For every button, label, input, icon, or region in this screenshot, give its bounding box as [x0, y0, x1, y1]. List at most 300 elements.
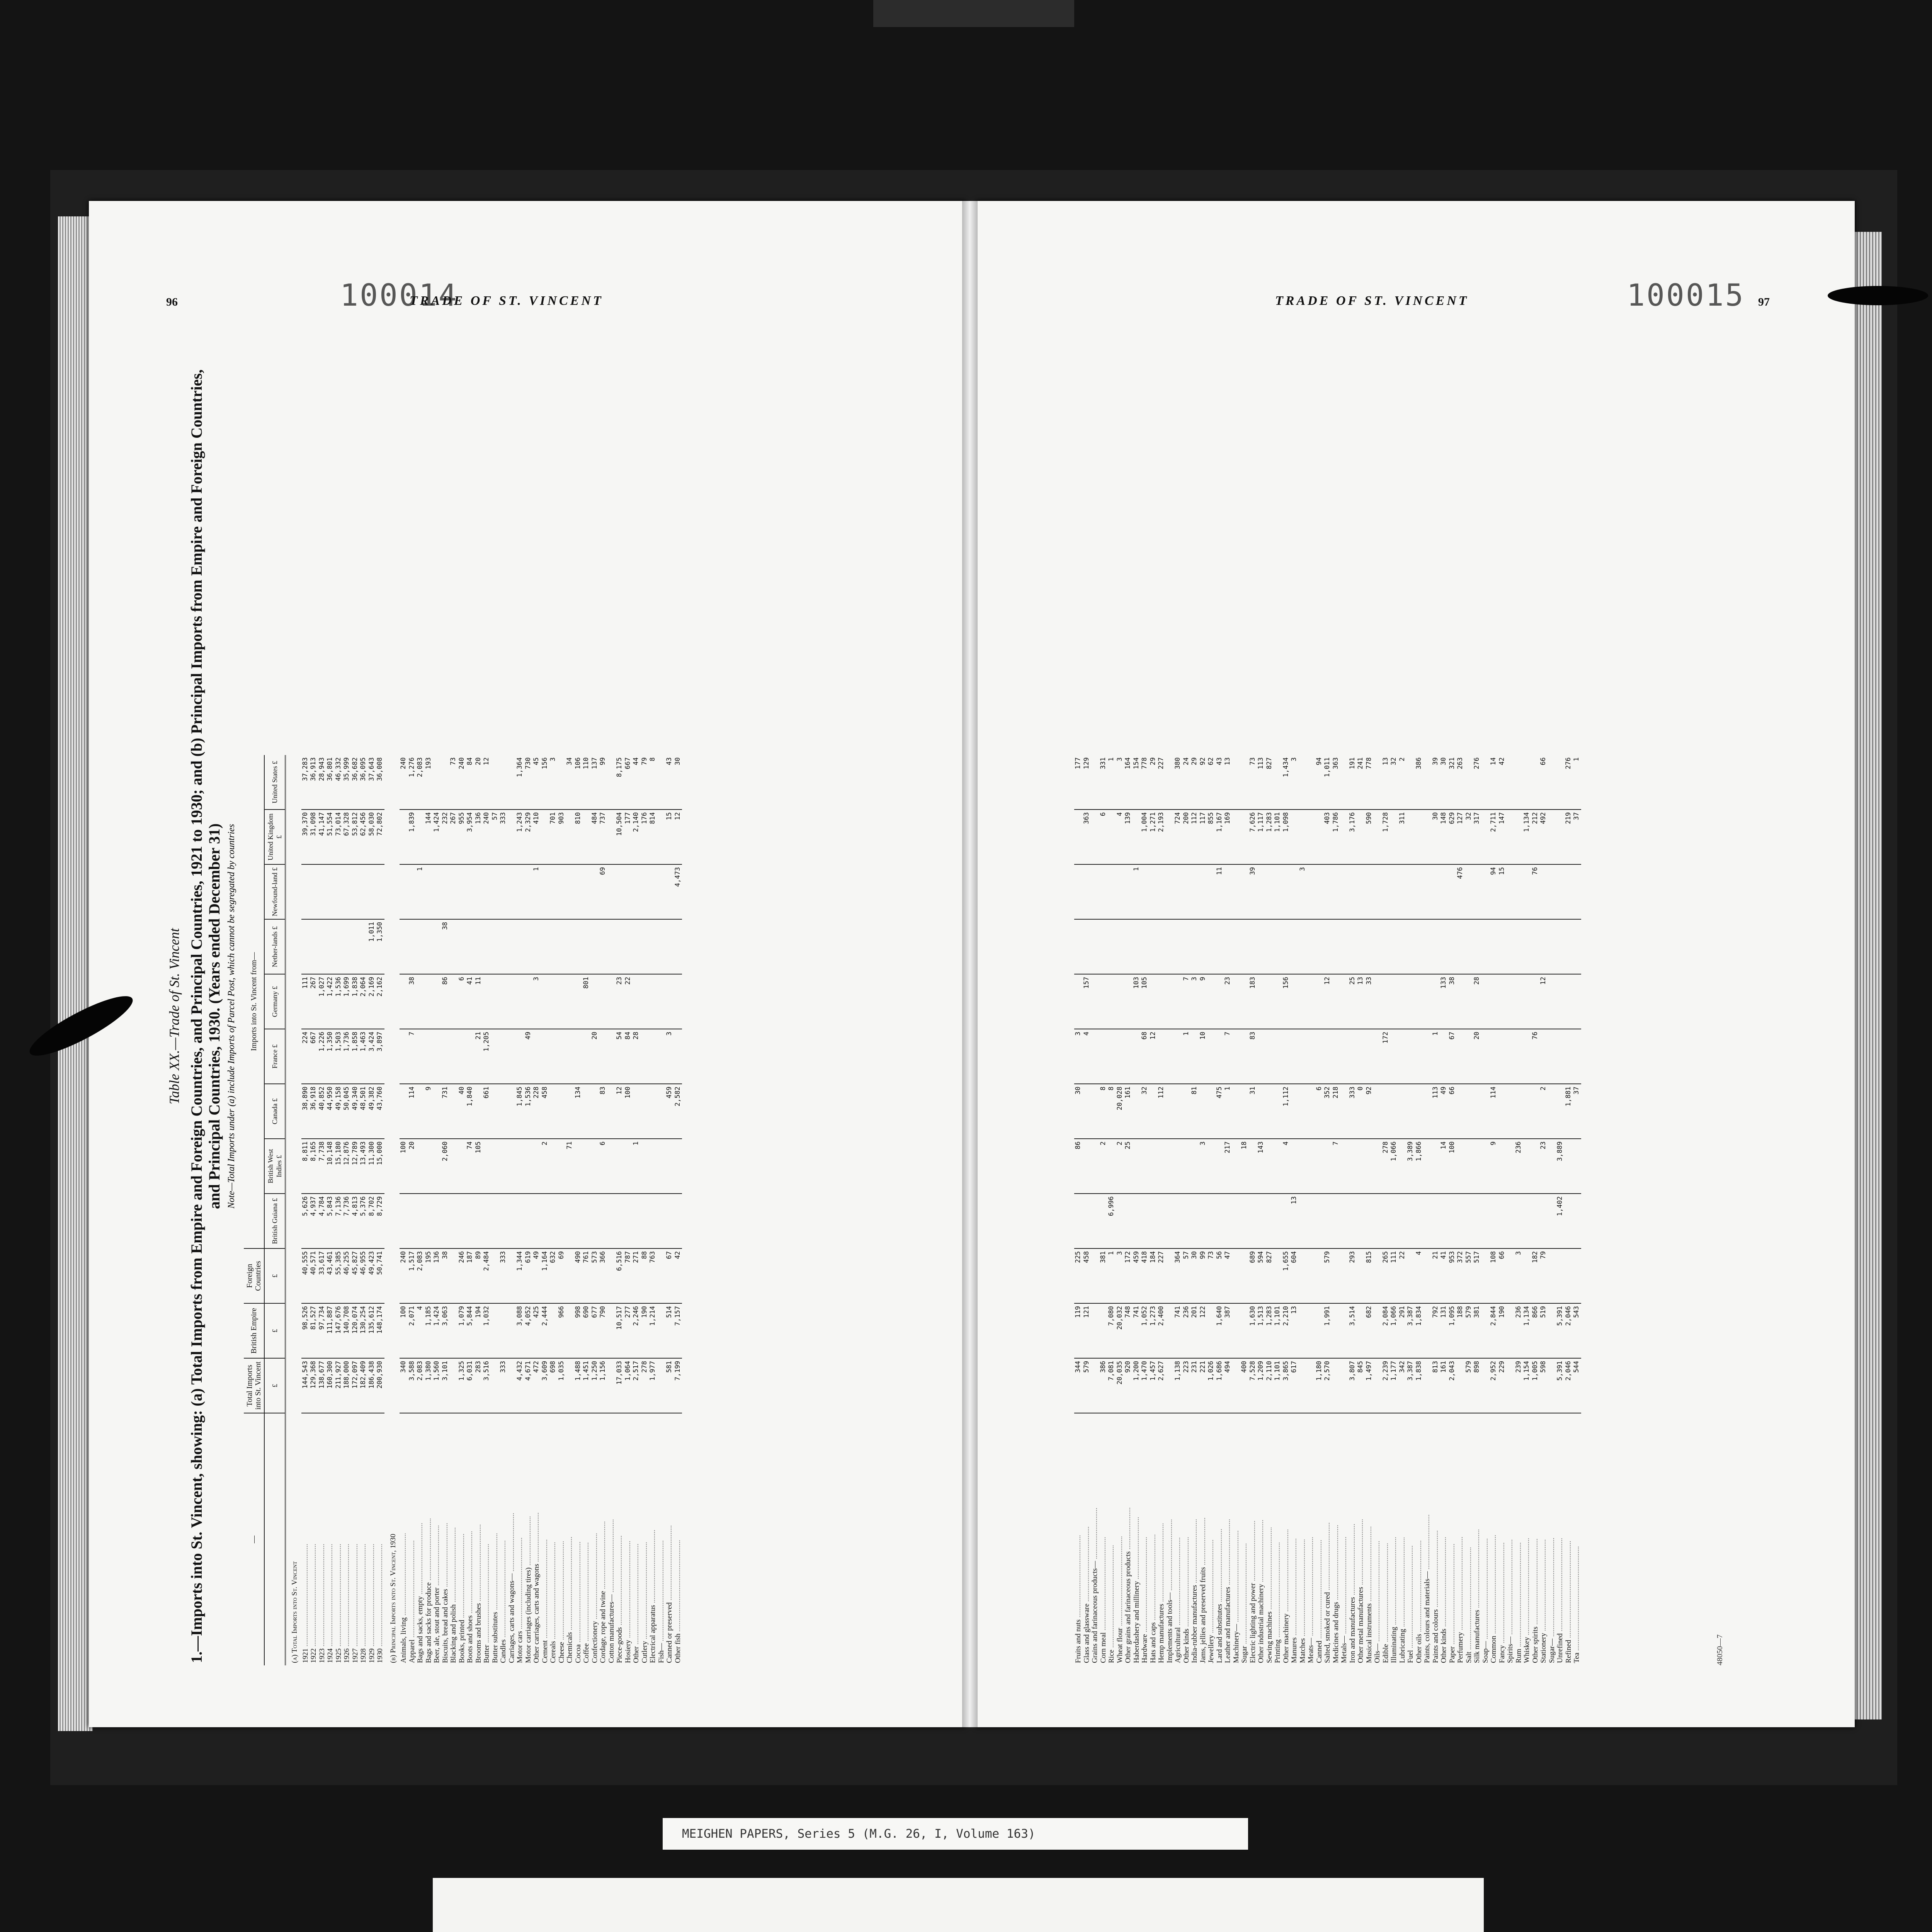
row-label: Piece-goods .................................................: [616, 1535, 624, 1663]
table-cell: [665, 1194, 674, 1248]
table-cell: [1299, 1248, 1307, 1303]
table-cell: 17,033: [616, 1358, 624, 1413]
table-cell: 49: [532, 1248, 541, 1303]
table-cell: [1315, 1139, 1324, 1194]
table-cell: 73,014: [335, 810, 343, 864]
table-cell: [1340, 1084, 1349, 1139]
table-note: Note—Total Imports under (a) include Imports of Parcel Post, which cannot be segregated by countries: [226, 824, 236, 1209]
table-cell: [408, 919, 417, 974]
table-cell: [1083, 1084, 1091, 1139]
table-cell: 28: [1473, 974, 1481, 1029]
table-cell: [491, 1029, 500, 1084]
table-cell: [1382, 864, 1390, 919]
table-cell: 8,175: [616, 755, 624, 810]
table-cell: 2,246: [632, 1303, 641, 1358]
table-cell: [1340, 1029, 1349, 1084]
row-label: 1928 ........................................................: [359, 1544, 367, 1663]
table-cell: [641, 864, 649, 919]
table-cell: [1373, 810, 1382, 864]
table-cell: 56: [1216, 1248, 1224, 1303]
table-cell: [1398, 864, 1407, 919]
table-cell: [1365, 919, 1374, 974]
table-cell: [657, 1303, 666, 1358]
table-cell: 36,801: [326, 755, 335, 810]
table-cell: 45,827: [351, 1248, 360, 1303]
table-row: [441, 755, 450, 1665]
table-cell: [574, 864, 583, 919]
table-cell: 5,843: [326, 1194, 335, 1248]
table-cell: [1149, 1194, 1158, 1248]
table-cell: 1,134: [1523, 1303, 1531, 1358]
table-cell: 136: [474, 810, 483, 864]
table-cell: 400: [1240, 1358, 1249, 1413]
row-label: Other .......................................................: [632, 1543, 640, 1663]
table-cell: 2,400: [1157, 1303, 1166, 1358]
table-row: [607, 755, 616, 1665]
table-cell: [449, 1358, 458, 1413]
table-cell: 117: [1199, 810, 1208, 864]
table-cell: 1,845: [516, 1084, 524, 1139]
table-cell: [1116, 1194, 1124, 1248]
table-cell: 1,655: [1282, 1248, 1291, 1303]
table-row: [1274, 755, 1282, 1665]
table-cell: 190: [1498, 1303, 1507, 1358]
table-cell: 4: [1116, 810, 1124, 864]
table-cell: [425, 1194, 433, 1248]
table-cell: [1490, 974, 1498, 1029]
table-cell: [474, 1084, 483, 1139]
table-cell: 1,205: [483, 1029, 491, 1084]
table-cell: [351, 864, 360, 919]
table-cell: [1332, 1194, 1340, 1248]
table-cell: 2,952: [1490, 1358, 1498, 1413]
table-cell: [1357, 919, 1365, 974]
table-cell: [657, 919, 666, 974]
row-label: Tea .........................................................: [1573, 1546, 1581, 1663]
table-cell: 2,210: [1282, 1303, 1291, 1358]
table-cell: [649, 864, 657, 919]
table-cell: [1357, 810, 1365, 864]
table-cell: 4,784: [318, 1194, 327, 1248]
table-cell: 333: [499, 810, 508, 864]
table-cell: [582, 810, 591, 864]
column-header: £: [264, 1358, 286, 1413]
table-cell: 172: [1382, 1029, 1390, 1084]
table-cell: 20,035: [1116, 1358, 1124, 1413]
table-cell: 2,083: [416, 1358, 425, 1413]
table-cell: 1: [1107, 755, 1116, 810]
row-label: Electric lighting and power .................................: [1248, 1520, 1257, 1663]
table-cell: [624, 1194, 633, 1248]
table-cell: [1432, 1139, 1440, 1194]
table-cell: [1573, 919, 1581, 974]
row-label: Hats and caps ...............................................: [1149, 1534, 1157, 1663]
table-cell: [1323, 1194, 1332, 1248]
table-cell: 47: [1224, 1248, 1232, 1303]
table-cell: 190: [641, 1303, 649, 1358]
table-cell: [1207, 1084, 1216, 1139]
table-cell: 311: [1398, 810, 1407, 864]
table-cell: [1423, 1303, 1432, 1358]
table-cell: 111: [301, 974, 310, 1029]
table-cell: [1265, 864, 1274, 919]
table-cell: [1506, 1084, 1515, 1139]
table-cell: 594: [1257, 1248, 1265, 1303]
table-cell: [616, 864, 624, 919]
table-cell: 217: [1224, 1139, 1232, 1194]
table-cell: 30: [1440, 755, 1448, 810]
table-cell: 741: [1133, 1303, 1141, 1358]
table-cell: 37: [1573, 1084, 1581, 1139]
table-cell: [632, 919, 641, 974]
table-cell: [1299, 1029, 1307, 1084]
table-cell: 81: [1190, 1084, 1199, 1139]
table-cell: [649, 1139, 657, 1194]
table-cell: 1,112: [1282, 1084, 1291, 1139]
table-cell: [524, 974, 533, 1029]
right-running-head: TRADE OF ST. VINCENT: [1275, 294, 1469, 308]
table-cell: [1274, 919, 1282, 974]
table-cell: [1315, 1248, 1324, 1303]
table-cell: 13: [1290, 1194, 1299, 1248]
table-cell: 1: [532, 864, 541, 919]
table-cell: [1199, 864, 1208, 919]
table-cell: [1141, 1194, 1149, 1248]
table-cell: [524, 864, 533, 919]
table-cell: [1232, 1303, 1241, 1358]
table-cell: [1240, 1303, 1249, 1358]
table-cell: 898: [1473, 1358, 1481, 1413]
row-label: Cutlery .....................................................: [640, 1542, 649, 1663]
table-cell: [1315, 1194, 1324, 1248]
table-cell: 51,554: [326, 810, 335, 864]
table-cell: 184: [1149, 1248, 1158, 1303]
table-row: [1257, 755, 1265, 1665]
table-cell: 186,438: [368, 1358, 376, 1413]
table-cell: [649, 1194, 657, 1248]
table-cell: 8: [1107, 1084, 1116, 1139]
table-cell: [1373, 1139, 1382, 1194]
table-cell: [1107, 1029, 1116, 1084]
page-edges-left: [58, 216, 93, 1731]
table-cell: [1240, 755, 1249, 810]
table-cell: [1565, 1139, 1573, 1194]
table-title: 1.—Imports into St. Vincent, showing: (a) Total Imports from Empire and Foreign Countries, and Principal Countries, 1921 to 1930; and (b) Principal Imports from Empire and Foreign Countries, and Principal Countries, 1930. (Years ended December 31): [188, 369, 223, 1663]
table-cell: 778: [1365, 755, 1374, 810]
table-cell: [449, 1029, 458, 1084]
table-cell: [649, 974, 657, 1029]
row-label: Motor cars ..................................................: [516, 1537, 524, 1663]
table-cell: [616, 1194, 624, 1248]
row-label: Boots and shoes .............................................: [466, 1531, 474, 1663]
table-row: [466, 755, 474, 1665]
table-cell: [1481, 1194, 1490, 1248]
table-cell: 6: [458, 974, 466, 1029]
table-row: [384, 755, 400, 1665]
table-cell: 490: [574, 1248, 583, 1303]
table-cell: [1091, 1194, 1099, 1248]
table-cell: 48,501: [359, 1084, 368, 1139]
table-cell: 188: [1456, 1303, 1465, 1358]
table-cell: [1232, 1358, 1241, 1413]
table-cell: [425, 1139, 433, 1194]
table-cell: [1107, 810, 1116, 864]
table-cell: 1,536: [335, 974, 343, 1029]
table-cell: [532, 1029, 541, 1084]
table-cell: [491, 755, 500, 810]
table-cell: 1,350: [326, 1029, 335, 1084]
table-row: [1515, 755, 1523, 1665]
table-cell: [607, 755, 616, 810]
table-cell: 801: [582, 974, 591, 1029]
table-cell: 38: [408, 974, 417, 1029]
table-cell: [1290, 1139, 1299, 1194]
table-cell: 139: [1124, 810, 1133, 864]
table-cell: 225: [1074, 1248, 1083, 1303]
table-cell: [1340, 974, 1349, 1029]
table-cell: 317: [1473, 810, 1481, 864]
table-cell: 43,760: [376, 1084, 384, 1139]
table-cell: 276: [1565, 755, 1573, 810]
table-cell: [574, 919, 583, 974]
table-cell: [641, 1194, 649, 1248]
table-row: [1481, 755, 1490, 1665]
table-cell: [607, 864, 616, 919]
table-cell: [599, 919, 607, 974]
table-cell: [483, 864, 491, 919]
table-row: [1166, 755, 1174, 1665]
table-cell: [318, 864, 327, 919]
table-cell: 103: [1133, 974, 1141, 1029]
table-cell: [1531, 1139, 1540, 1194]
table-cell: 2,239: [1382, 1358, 1390, 1413]
table-cell: [1498, 1139, 1507, 1194]
table-cell: 41,147: [318, 810, 327, 864]
table-cell: 278: [641, 1358, 649, 1413]
table-cell: [1265, 1194, 1274, 1248]
table-cell: 97,734: [318, 1303, 327, 1358]
table-cell: [1423, 1248, 1432, 1303]
table-row: [508, 755, 516, 1665]
table-cell: 32: [1465, 810, 1473, 864]
table-cell: [674, 1029, 682, 1084]
table-cell: 36,918: [310, 1084, 318, 1139]
table-cell: 2,084: [1382, 1303, 1390, 1358]
table-cell: [1423, 1194, 1432, 1248]
table-cell: [499, 755, 508, 810]
table-cell: [1357, 1029, 1365, 1084]
table-cell: 40,555: [301, 1248, 310, 1303]
table-cell: 475: [1216, 1084, 1224, 1139]
table-cell: 13: [1382, 755, 1390, 810]
table-cell: 30: [674, 755, 682, 810]
table-cell: [1116, 1029, 1124, 1084]
table-cell: 1,840: [466, 1084, 474, 1139]
table-cell: 0: [1357, 1084, 1365, 1139]
table-cell: 845: [1357, 1358, 1365, 1413]
table-cell: [1515, 1029, 1523, 1084]
table-row: [400, 755, 408, 1665]
table-cell: [1224, 919, 1232, 974]
table-cell: [1415, 1084, 1423, 1139]
table-cell: [1149, 1084, 1158, 1139]
table-row: [632, 755, 641, 1665]
row-label: Sugar .......................................................: [1240, 1543, 1248, 1663]
table-cell: 2,711: [1490, 810, 1498, 864]
table-cell: [1307, 1303, 1315, 1358]
table-cell: [1481, 1248, 1490, 1303]
table-cell: [1323, 919, 1332, 974]
table-cell: 2,140: [632, 810, 641, 864]
table-cell: 689: [1249, 1248, 1257, 1303]
row-label: Other spirits ...............................................: [1531, 1538, 1539, 1663]
table-cell: [1166, 919, 1174, 974]
table-row: [591, 755, 599, 1665]
table-cell: [1506, 1194, 1515, 1248]
table-cell: [310, 919, 318, 974]
table-cell: 1,503: [335, 1029, 343, 1084]
col-foreign: Foreign Countries: [244, 1248, 264, 1303]
table-cell: 1,463: [359, 1029, 368, 1084]
table-cell: 1,839: [408, 810, 417, 864]
table-cell: [416, 810, 425, 864]
table-cell: 40,571: [310, 1248, 318, 1303]
table-cell: [1406, 1194, 1415, 1248]
table-cell: 333: [499, 1358, 508, 1413]
table-cell: [1423, 919, 1432, 974]
table-cell: [1174, 974, 1182, 1029]
table-cell: [566, 1248, 574, 1303]
table-cell: [616, 919, 624, 974]
table-cell: [1323, 1029, 1332, 1084]
table-cell: 629: [1448, 810, 1457, 864]
table-cell: 763: [649, 1248, 657, 1303]
table-cell: [1332, 1303, 1340, 1358]
table-cell: 76: [1531, 1029, 1540, 1084]
table-cell: [1323, 864, 1332, 919]
table-cell: 3: [1116, 755, 1124, 810]
table-cell: 147,676: [335, 1303, 343, 1358]
table-cell: [1332, 1358, 1340, 1413]
table-cell: [1232, 810, 1241, 864]
table-cell: 37: [1573, 810, 1581, 864]
table-cell: 73: [1207, 1248, 1216, 1303]
table-cell: [1232, 1084, 1241, 1139]
table-cell: 866: [1531, 1303, 1540, 1358]
table-cell: 218: [1332, 1084, 1340, 1139]
table-cell: [466, 864, 474, 919]
table-cell: [1307, 1084, 1315, 1139]
table-cell: [508, 1358, 516, 1413]
table-cell: 58,030: [368, 810, 376, 864]
row-label: 1925 ........................................................: [334, 1544, 343, 1663]
table-cell: 9: [425, 1084, 433, 1139]
table-row: [1091, 755, 1099, 1665]
table-row: [474, 755, 483, 1665]
table-row: [541, 755, 549, 1665]
table-cell: 410: [532, 810, 541, 864]
table-cell: 49: [1440, 1084, 1448, 1139]
table-cell: 177: [1074, 755, 1083, 810]
table-cell: 22: [624, 974, 633, 1029]
row-label: Cheese ......................................................: [557, 1541, 566, 1663]
table-cell: [1548, 810, 1556, 864]
table-cell: [1091, 1139, 1099, 1194]
table-cell: 1,380: [425, 1358, 433, 1413]
table-cell: [400, 1194, 408, 1248]
table-cell: 66: [1448, 1084, 1457, 1139]
table-cell: [1216, 1029, 1224, 1084]
table-cell: 3: [549, 755, 558, 810]
row-label: Spirits— ....................................................: [1506, 1539, 1514, 1663]
table-cell: 3,954: [466, 810, 474, 864]
table-cell: 458: [541, 1084, 549, 1139]
table-cell: [433, 919, 441, 974]
col-total: Total Imports into St. Vincent: [244, 1358, 264, 1413]
table-cell: [499, 864, 508, 919]
table-cell: [483, 974, 491, 1029]
table-cell: 4: [416, 1303, 425, 1358]
table-cell: [1573, 1194, 1581, 1248]
table-cell: 604: [1290, 1248, 1299, 1303]
table-cell: [1166, 1303, 1174, 1358]
table-cell: 15: [665, 810, 674, 864]
table-cell: [1232, 1194, 1241, 1248]
table-cell: [1523, 755, 1531, 810]
table-row: [524, 755, 533, 1665]
table-cell: [607, 919, 616, 974]
row-label: Coffee ......................................................: [582, 1542, 590, 1663]
table-cell: 293: [1349, 1248, 1357, 1303]
row-label: Other kinds .................................................: [1182, 1537, 1190, 1663]
table-cell: [491, 1084, 500, 1139]
table-cell: [524, 1139, 533, 1194]
table-cell: [1340, 1248, 1349, 1303]
table-cell: [1498, 974, 1507, 1029]
left-stamp-number: 100014: [340, 278, 458, 313]
table-cell: [1515, 919, 1523, 974]
table-cell: [1548, 1194, 1556, 1248]
row-label: Hosiery .....................................................: [624, 1541, 632, 1663]
table-cell: [1506, 864, 1515, 919]
table-cell: [558, 1029, 566, 1084]
row-label: Cocoa .......................................................: [574, 1541, 582, 1663]
table-cell: [1565, 919, 1573, 974]
table-cell: 231: [1190, 1358, 1199, 1413]
table-cell: 154: [1133, 755, 1141, 810]
table-cell: [1265, 1139, 1274, 1194]
table-row: [1448, 755, 1457, 1665]
table-cell: [1390, 1029, 1398, 1084]
row-label: Illuminating ................................................: [1390, 1537, 1398, 1663]
table-cell: [591, 864, 599, 919]
table-cell: 333: [1349, 1084, 1357, 1139]
table-cell: [449, 1139, 458, 1194]
table-cell: 24: [1182, 755, 1191, 810]
table-row: [616, 755, 624, 1665]
row-label: Other industrial machinery ..................................: [1257, 1520, 1265, 1663]
table-cell: 30: [1432, 810, 1440, 864]
table-cell: 3: [1515, 1248, 1523, 1303]
table-cell: [1365, 1194, 1374, 1248]
table-cell: 1,011: [368, 919, 376, 974]
table-cell: 122: [1199, 1303, 1208, 1358]
table-cell: 2: [1539, 1084, 1548, 1139]
table-cell: [657, 810, 666, 864]
table-row: [1299, 755, 1307, 1665]
table-cell: [1506, 919, 1515, 974]
table-cell: [1240, 919, 1249, 974]
